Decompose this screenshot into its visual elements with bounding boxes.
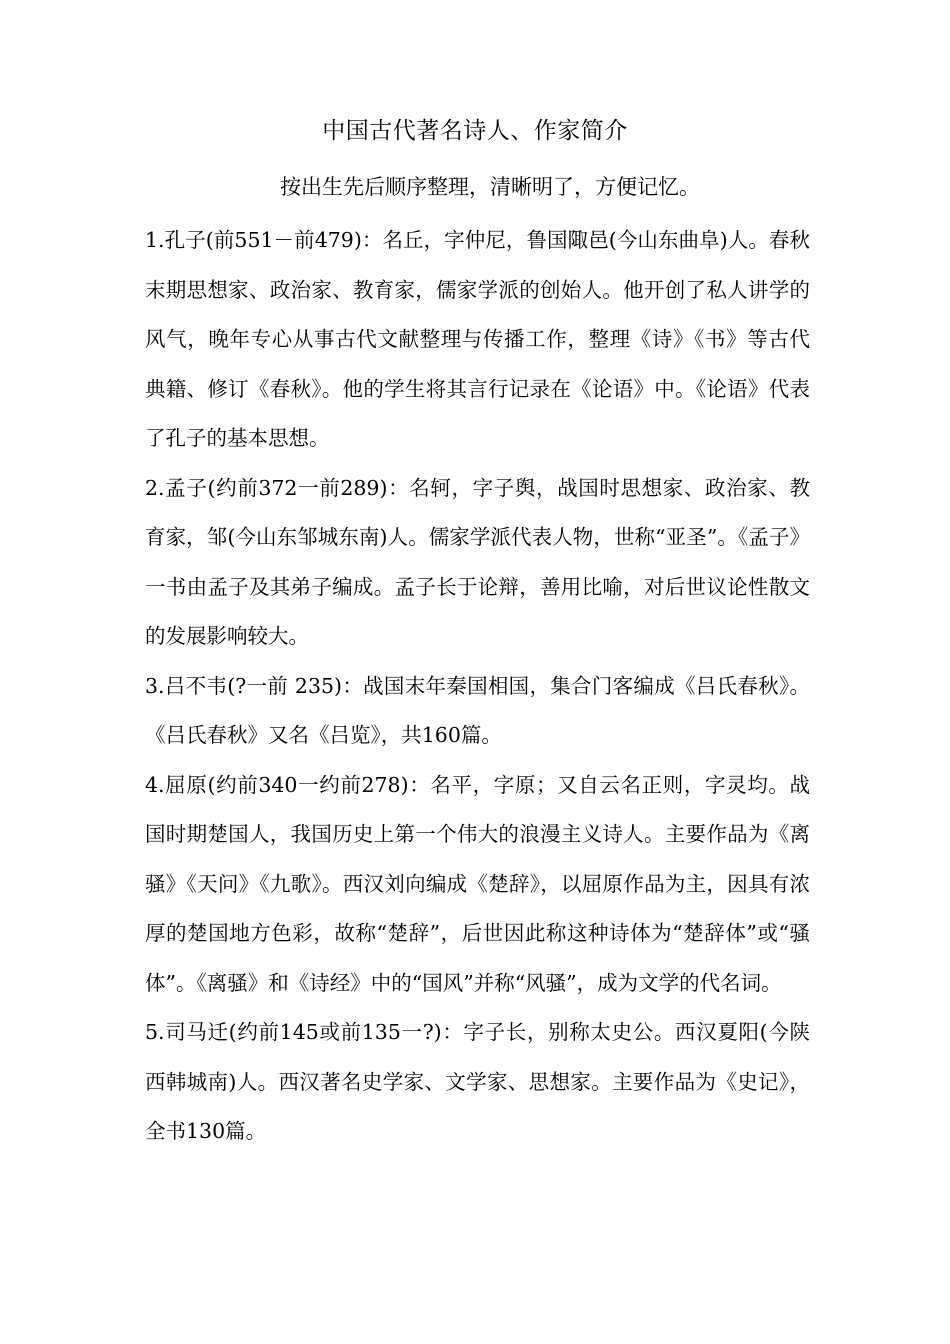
entry-lv-buwei: 3.吕不韦(?一前 235)：战国末年秦国相国，集合门客编成《吕氏春秋》。《吕氏春秋》又名《吕览》，共160篇。 xyxy=(145,673,810,747)
page-subtitle: 按出生先后顺序整理，清晰明了，方便记忆。 xyxy=(280,175,700,199)
document-body xyxy=(145,216,810,1157)
entry-kongzi: 1.孔子(前551－前479)：名丘，字仲尼，鲁国陬邑(今山东曲阜)人。春秋末期思想家、政治家、教育家，儒家学派的创始人。他开创了私人讲学的风气，晚年专心从事古代文献整理与传播工作，整理《诗》《书》等古代典籍、修订《春秋》。他的学生将其言行记录在《论语》中。《论语》代表了孔子的基本思想。 xyxy=(145,228,810,450)
entry-qu-yuan: 4.屈原(约前340一约前278)：名平，字原；又自云名正则，字灵均。战国时期楚国人，我国历史上第一个伟大的浪漫主义诗人。主要作品为《离骚》《天问》《九歌》。西汉刘向编成《楚辞》，以屈原作品为主，因具有浓厚的楚国地方色彩，故称“楚辞”，后世因此称这种诗体为“楚辞体”或“骚体”。《离骚》和《诗经》中的“国风”并称“风骚”，成为文学的代名词。 xyxy=(145,772,810,995)
entry-sima-qian: 5.司马迁(约前145或前135一?)：字子长，别称太史公。西汉夏阳(今陕西韩城南)人。西汉著名史学家、文学家、思想家。主要作品为《史记》，全书130篇。 xyxy=(145,1020,810,1143)
page-title: 中国古代著名诗人、作家简介 xyxy=(322,118,628,144)
entry-mengzi: 2.孟子(约前372一前289)：名轲，字子舆，战国时思想家、政治家、教育家，邹(今山东邹城东南)人。儒家学派代表人物，世称“亚圣”。《孟子》一书由孟子及其弟子编成。孟子长于论辩，善用比喻，对后世议论性散文的发展影响较大。 xyxy=(145,475,810,648)
